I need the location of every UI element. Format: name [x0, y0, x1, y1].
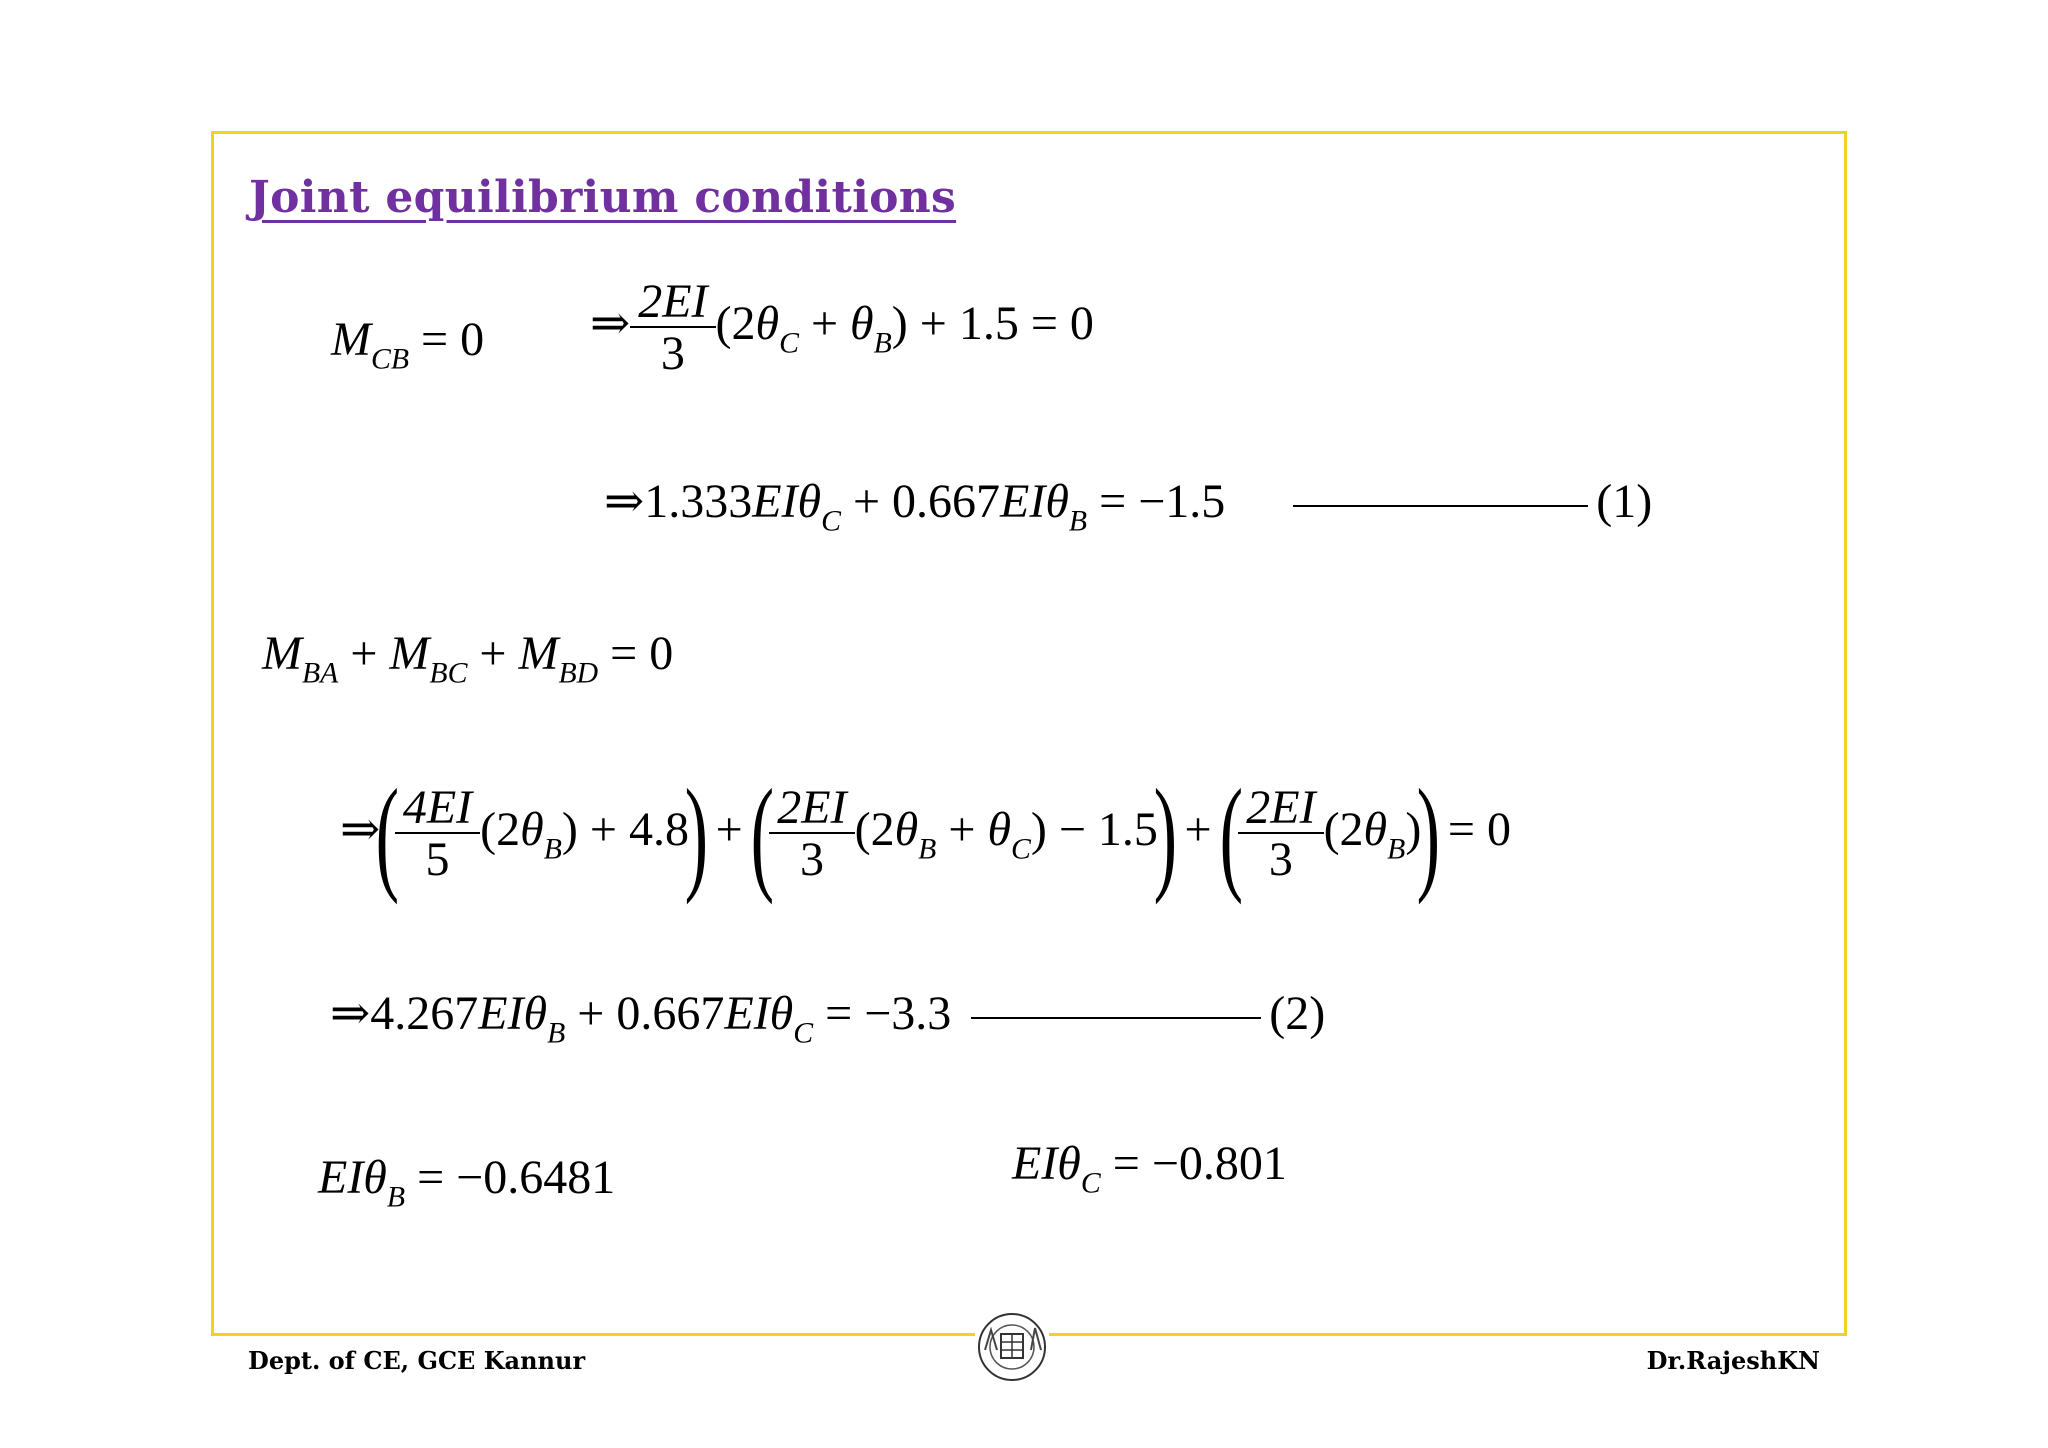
eq1-rhs: −1.5: [1138, 475, 1226, 528]
footer-author: Dr.RajeshKN: [1646, 1346, 1820, 1375]
eq2-coef-a: 4.267: [370, 987, 479, 1040]
eq2-rhs: −3.3: [864, 987, 952, 1040]
eq2-rule: [971, 1017, 1261, 1019]
eq2-label: (2): [1269, 987, 1326, 1040]
fraction-4ei-5: $\frac{4EI}{5}$: [399, 784, 476, 884]
result-theta-b-value: −0.6481: [456, 1151, 616, 1204]
moment-symbol: M: [331, 313, 371, 366]
moment-subscript: CB: [370, 342, 409, 376]
footer-department: Dept. of CE, GCE Kannur: [248, 1346, 586, 1375]
result-theta-c: EIθ$_C$ = −0.801: [1012, 1137, 1287, 1200]
equation-mcb: $M_{CB} = 0$: [331, 313, 485, 376]
constant-1-5: 1.5: [958, 297, 1019, 351]
eq1-rule: [1293, 505, 1588, 507]
eq1-coef-b: 0.667: [892, 475, 1001, 528]
fraction-2ei-3-b: $\frac{2EI}{3}$: [773, 784, 850, 884]
eq1-label: (1): [1596, 475, 1653, 528]
fraction-2ei-3-c: $\frac{2EI}{3}$: [1242, 784, 1319, 884]
equation-1: ⇒1.333EIθ$_C$ + 0.667EIθ$_B$ = −1.5 (1): [604, 475, 1653, 538]
eq1-coef-a: 1.333: [644, 475, 753, 528]
college-emblem-icon: [975, 1310, 1049, 1384]
equation-2: ⇒4.267EIθ$_B$ + 0.667EIθ$_C$ = −3.3 (2): [330, 987, 1326, 1050]
fraction-2ei-3: $\frac{2EI}{3}$: [634, 278, 711, 378]
constant-4-8: 4.8: [628, 803, 689, 857]
equation-joint-b-expanded: ⇒( $\frac{4EI}{5}$ $(2\theta_B) + 4.8$) + ( $\frac{2EI}{3}$ $(2\theta_B + \theta_C) - 1.5$) + ( $\frac{2EI}{3}$ $(2\theta_B)) = 0$: [340, 763, 1511, 905]
result-theta-c-value: −0.801: [1151, 1137, 1287, 1190]
eq2-coef-b: 0.667: [616, 987, 725, 1040]
equation-moment-sum: $M_{BA} + M_{BC} + M_{BD} = 0$: [262, 627, 674, 690]
equation-mcb-expanded: ⇒ $\frac{2EI}{3}$ $(2\theta_C + \theta_B) + 1.5 = 0$: [590, 275, 1094, 380]
slide-title: Joint equilibrium conditions: [249, 172, 957, 223]
zero-value: 0: [460, 313, 485, 366]
result-theta-b: EIθ$_B$ = −0.6481: [318, 1151, 616, 1214]
